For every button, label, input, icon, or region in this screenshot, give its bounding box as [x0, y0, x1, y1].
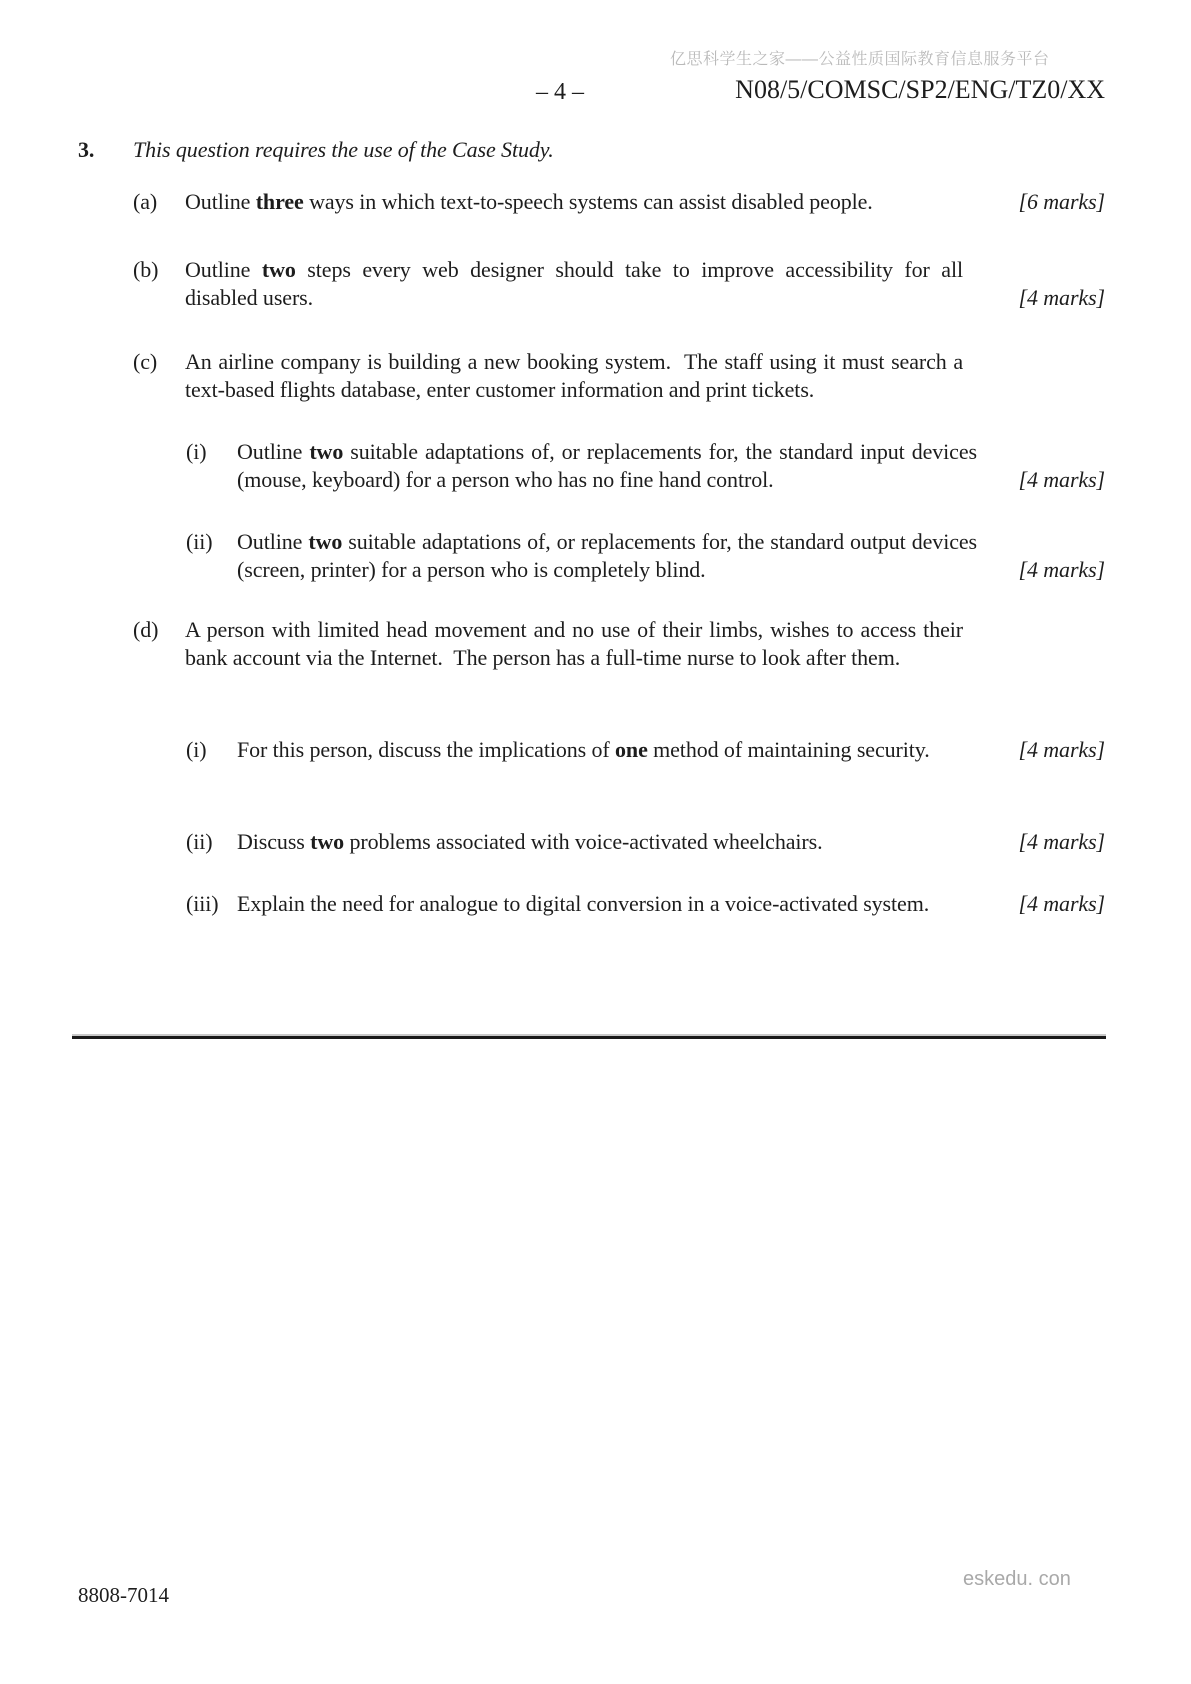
- part-text: Discuss two problems associated with voice-activated wheelchairs.: [237, 829, 823, 854]
- part-d-i-row: [78, 736, 1105, 764]
- paper-code: N08/5/COMSC/SP2/ENG/TZ0/XX: [735, 75, 1105, 104]
- part-text: A person with limited head movement and no use of their limbs, wishes to access their bank account via the Internet. The person has a full-time nurse to look after them.: [185, 617, 963, 670]
- page-header: [78, 74, 1105, 108]
- part-text: For this person, discuss the implications of one method of maintaining security.: [237, 737, 930, 762]
- top-watermark: 亿思科学生之家——公益性质国际教育信息服务平台: [670, 51, 1050, 68]
- part-label: (ii): [186, 529, 213, 554]
- marks-badge: [4 marks]: [1018, 285, 1105, 310]
- part-d-ii-row: [78, 828, 1105, 856]
- marks-badge: [4 marks]: [1018, 557, 1105, 582]
- part-c-ii-row: [78, 528, 1105, 584]
- part-label: (ii): [186, 829, 213, 854]
- part-label: (d): [133, 617, 159, 642]
- part-label: (b): [133, 257, 159, 282]
- question-number: 3.: [78, 137, 95, 162]
- marks-badge: [4 marks]: [1018, 829, 1105, 854]
- part-label: (i): [186, 737, 207, 762]
- part-b-row: [78, 256, 1105, 312]
- question-3-header: [78, 136, 1105, 164]
- part-text: Outline two suitable adaptations of, or replacements for, the standard output devices (screen, printer) for a person who is completely blind.: [237, 529, 977, 582]
- part-d-iii-row: [78, 890, 1105, 918]
- part-label: (i): [186, 439, 207, 464]
- marks-badge: [4 marks]: [1018, 737, 1105, 762]
- part-text: Outline three ways in which text-to-speech systems can assist disabled people.: [185, 189, 873, 214]
- page-number: – 4 –: [536, 79, 584, 105]
- part-c-i-row: [78, 438, 1105, 494]
- part-text: Outline two suitable adaptations of, or replacements for, the standard input devices (mouse, keyboard) for a person who has no fine hand control.: [237, 439, 977, 492]
- footer-doc-number: 8808-7014: [78, 1583, 169, 1607]
- part-label: (a): [133, 189, 158, 214]
- question-intro: This question requires the use of the Case Study.: [133, 137, 554, 162]
- part-a-row: [78, 188, 1105, 216]
- part-d-row: [78, 616, 1105, 672]
- part-text: Outline two steps every web designer should take to improve accessibility for all disabled users.: [185, 257, 963, 310]
- marks-badge: [6 marks]: [1018, 189, 1105, 214]
- part-text: An airline company is building a new booking system. The staff using it must search a text-based flights database, enter customer information and print tickets.: [185, 349, 963, 402]
- bottom-watermark: eskedu. con: [963, 1568, 1071, 1590]
- divider-line: [72, 1036, 1106, 1039]
- part-label: (iii): [186, 891, 219, 916]
- marks-badge: [4 marks]: [1018, 891, 1105, 916]
- part-text: Explain the need for analogue to digital conversion in a voice-activated system.: [237, 891, 930, 916]
- part-label: (c): [133, 349, 158, 374]
- part-c-row: [78, 348, 1105, 404]
- marks-badge: [4 marks]: [1018, 467, 1105, 492]
